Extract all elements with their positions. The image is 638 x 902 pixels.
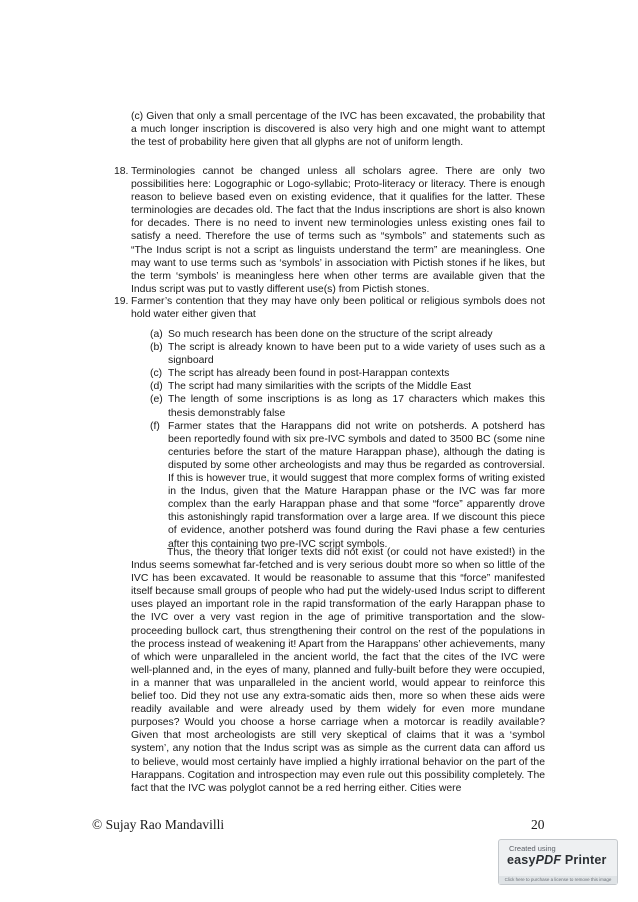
- badge-created-using: Created using: [509, 844, 556, 853]
- sub-item-c: [150, 367, 545, 380]
- sub-item-text: The length of some inscriptions is as long as 17 characters which makes this thesis demonstrably false: [168, 394, 545, 419]
- sub-item-label: (e): [150, 394, 163, 406]
- paragraph-item-c: (c) Given that only a small percentage of the IVC has been excavated, the probability that a much longer inscription is discovered is also very high and one might want to attempt the test of probability here given that all glyphs are not of uniform length.: [131, 111, 545, 149]
- sub-item-f: [150, 420, 545, 551]
- closing-paragraph: Thus, the theory that longer texts did not exist (or could not have existed!) in the Indus seems somewhat far-fetched and is very serious doubt more so when so little of the IVC has been excavated. It would be reasonable to assume that this “force” manifested itself because small groups of people who had put the widely-used Indus script to different uses played an important role in the rapid transformation of the early Harappan phase to the IVC over a very vast region in the age of primitive transportation and the slow-proceeding bullock cart, thus strengthening their control on the rest of the populations in the process instead of weakening it! Apart from the Harappans’ other achievements, many of which were unparalleled in the ancient world, the fact that the cites of the IVC were well-planned and, in the eyes of many, planned and fully-built before they were occupied, in a manner that was unparalleled in the ancient world, would appear to reinforce this belief too. Did they not use any extra-somatic aids then, more so when these aids were readily available and were already used by them widely for even more mundane purposes? Would you choose a horse carriage when a motorcar is readily available? Given that most archeologists are still very skeptical of claims that it was a ‘symbol system’, any notion that the Indus script was as simple as the current data can afford us to believe, would most certainly have implied a highly irrational behavior on the part of the Harappans. Cogitation and introspection may even rule out this possibility completely. The fact that the IVC was polyglot cannot be a red herring either. Cities were: [131, 547, 545, 794]
- sub-item-text: The script is already known to have been put to a wide variety of uses such as a signboard: [168, 342, 545, 367]
- sub-item-label: (c): [150, 368, 163, 380]
- item-18-number: 18.: [114, 166, 129, 177]
- sub-item-list: [150, 328, 545, 551]
- sub-item-text: The script has already been found in post-Harappan contexts: [168, 368, 450, 380]
- badge-brand: [507, 853, 607, 867]
- sub-item-text: So much research has been done on the structure of the script already: [168, 329, 493, 340]
- badge-license-link[interactable]: Click here to purchase a license to remove this image: [499, 876, 617, 884]
- sub-item-a: [150, 328, 545, 341]
- sub-item-label: (d): [150, 381, 163, 393]
- badge-brand-easy: easy: [507, 853, 536, 867]
- easypdf-printer-badge[interactable]: [498, 839, 618, 885]
- sub-item-label: (f): [150, 420, 160, 432]
- badge-brand-printer: Printer: [561, 853, 607, 867]
- page-number: 20: [531, 817, 545, 832]
- sub-item-label: (b): [150, 342, 163, 354]
- sub-item-text: Farmer states that the Harappans did not write on potsherds. A potsherd has been reportedly found with six pre-IVC symbols and dated to 3500 BC (some nine centuries before the start of the mature Harappan phase), although the dating is disputed by some other archeologists and may thus be regarded as controversial. If this is however true, it would suggest that more complex forms of writing existed in the Indus, given that the Mature Harappan phase or the IVC was far more complex than the early Harappan phase and that some “force” apparently drove this astonishingly rapid transformation over a large area. If we discount this piece of evidence, another potsherd was found during the Ravi phase a few centuries after this containing two pre-IVC script symbols.: [168, 420, 545, 550]
- sub-item-d: [150, 380, 545, 393]
- paragraph-item-18: Terminologies cannot be changed unless all scholars agree. There are only two possibilities here: Logographic or Logo-syllabic; Proto-literacy or literacy. There is enough reason to believe based even on existing evidence, that it qualifies for the latter. These terminologies are decades old. The fact that the Indus inscriptions are short is also known for decades. There is no need to invent new terminologies unless existing ones fail to satisfy a need. Therefore the use of terms such as “symbols” and statements such as “The Indus script is not a script as linguists understand the term” are meaningless. One may want to use terms such as ‘symbols’ in association with Pictish stones if he likes, but the term ‘symbols’ is meaningless here when other terms are available given that the Indus script was put to vastly different use(s) from Pictish stones.: [131, 166, 545, 295]
- sub-item-text: The script had many similarities with the scripts of the Middle East: [168, 381, 472, 393]
- sub-item-e: [150, 393, 545, 419]
- badge-brand-pdf: PDF: [535, 853, 562, 867]
- item-19-number: 19.: [114, 296, 129, 307]
- footer-author: © Sujay Rao Mandavilli: [92, 817, 225, 832]
- sub-item-label: (a): [150, 329, 163, 340]
- sub-item-b: [150, 341, 545, 367]
- paragraph-item-19: Farmer’s contention that they may have only been political or religious symbols does not hold water either given that: [131, 296, 545, 321]
